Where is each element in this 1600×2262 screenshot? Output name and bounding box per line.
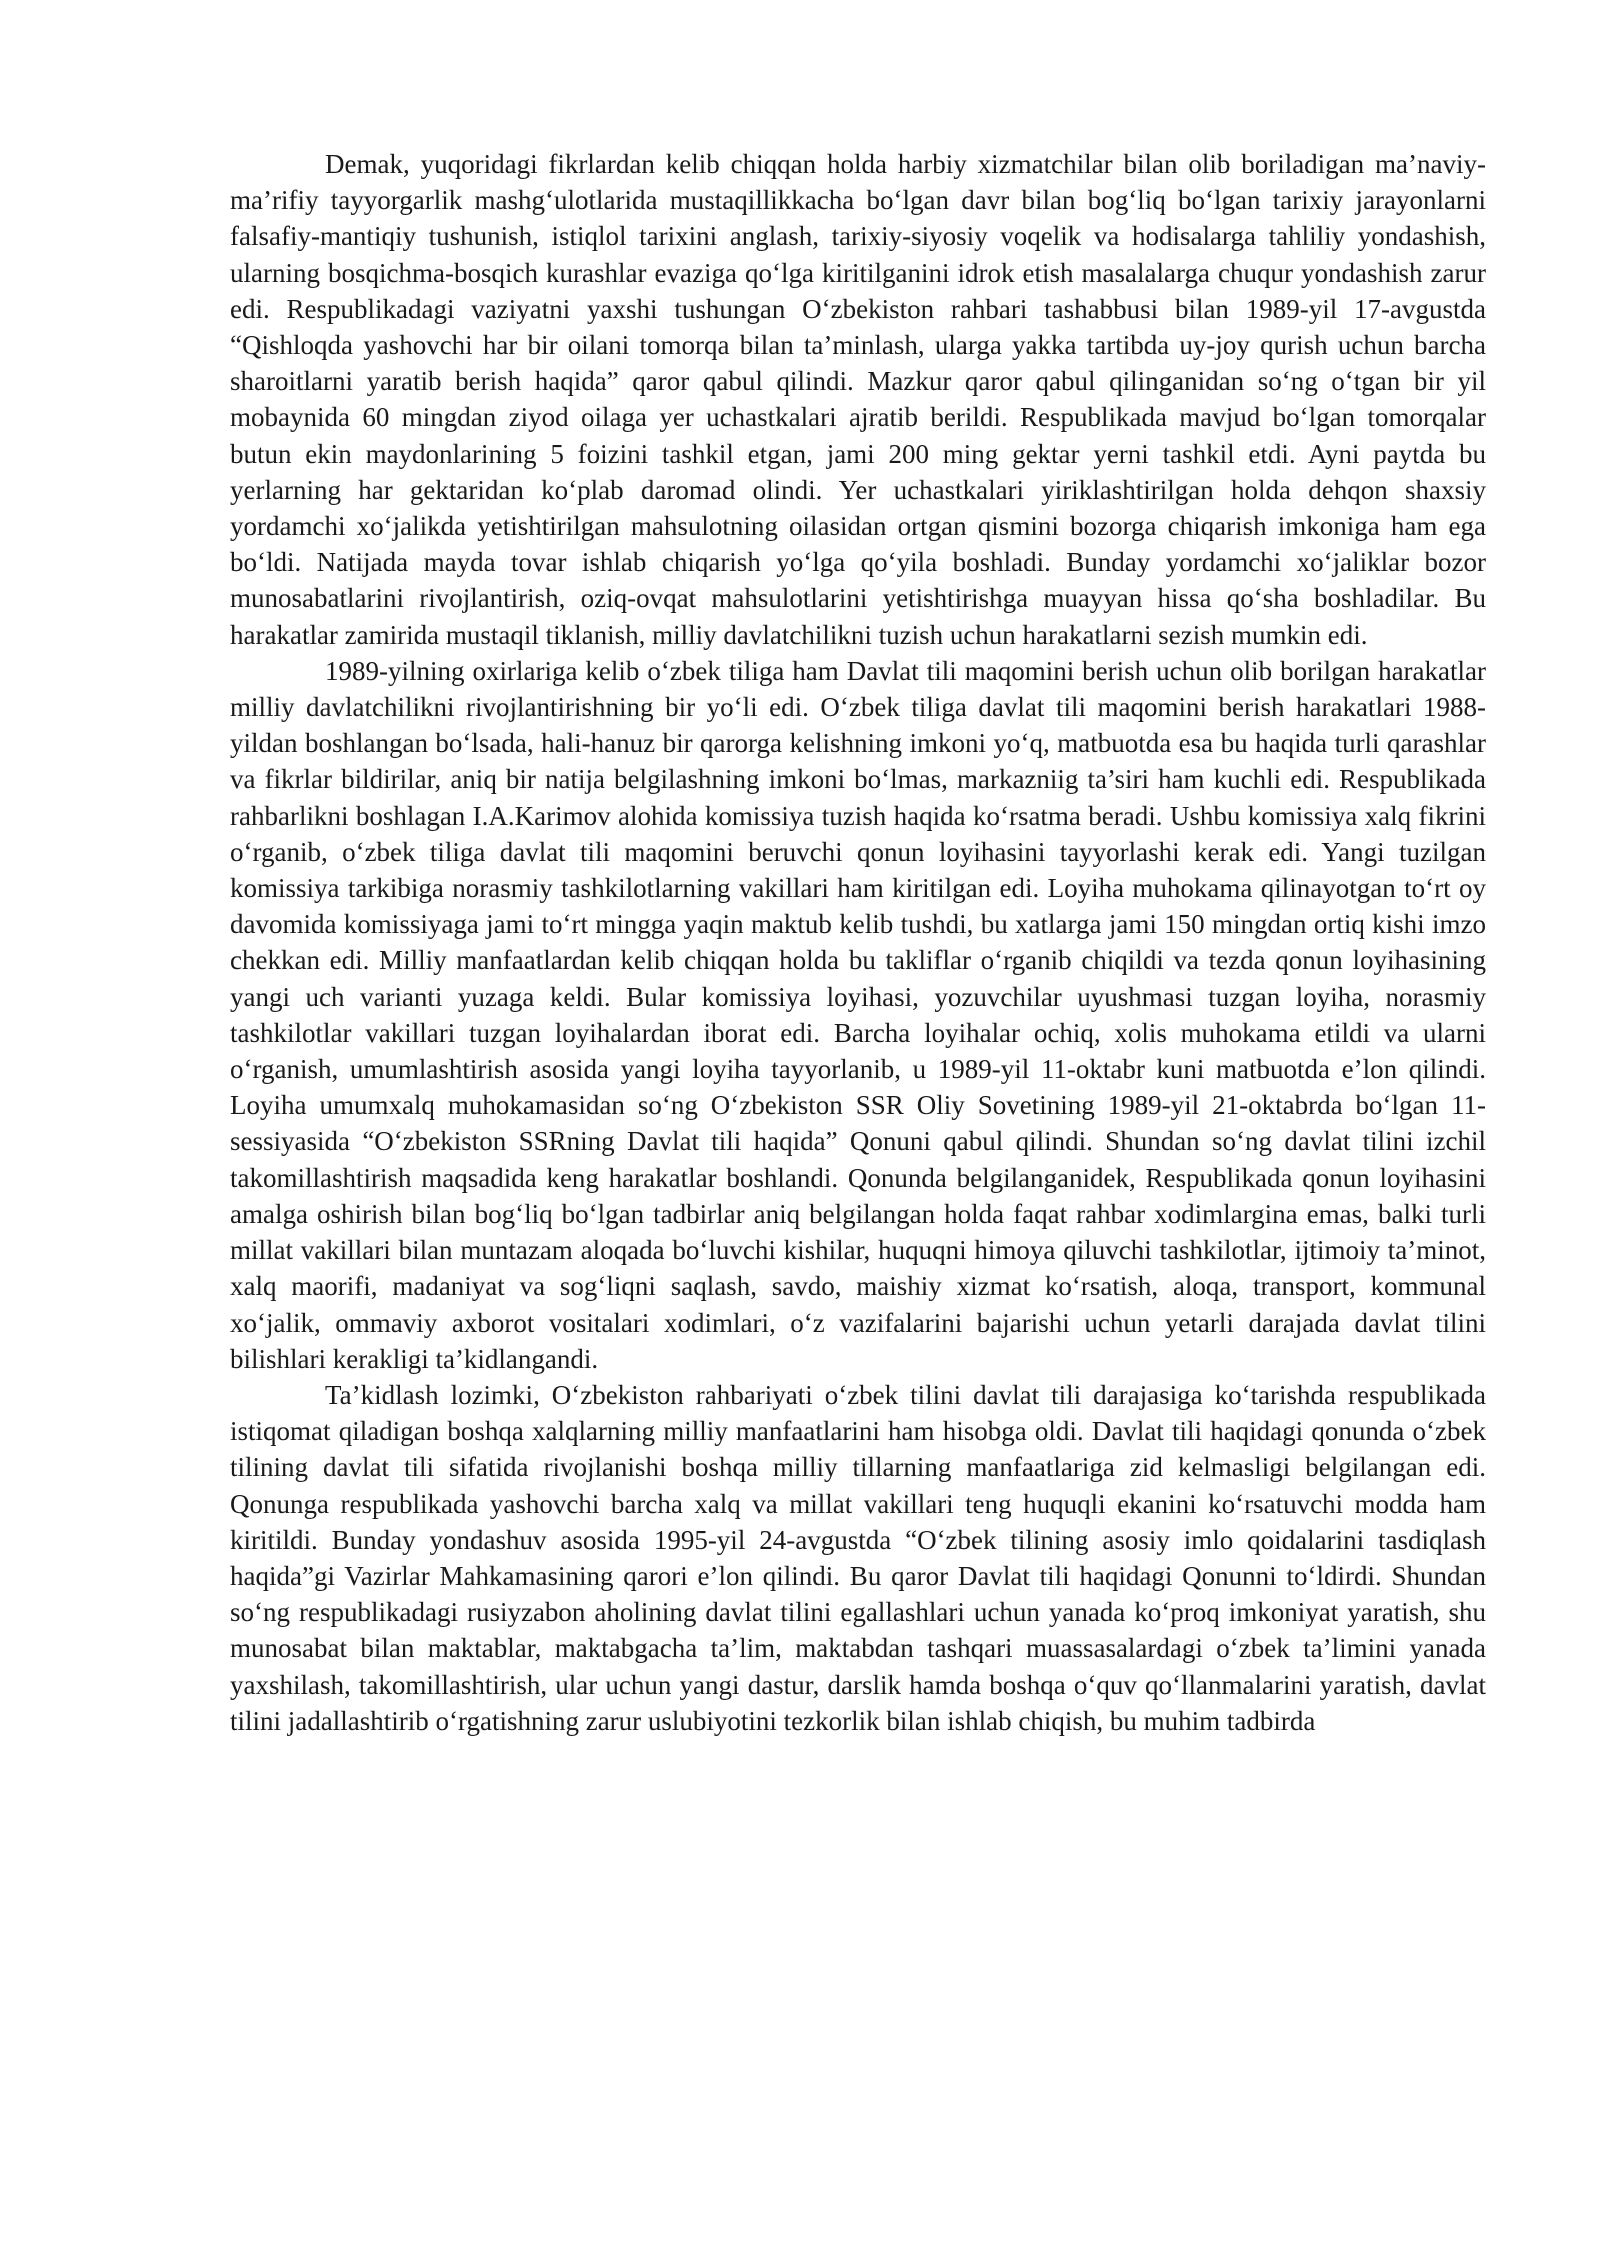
document-body [230, 146, 1486, 1739]
paragraph-2: 1989-yilning oxirlariga kelib o‘zbek tiliga ham Davlat tili maqomini berish uchun olib borilgan harakatlar milliy davlatchilikni rivojlantirishning bir yo‘li edi. O‘zbek tiliga davlat tili maqomini berish harakatlari 1988-yildan boshlangan bo‘lsada, hali-hanuz bir qarorga kelishning imkoni yo‘q, matbuotda esa bu haqida turli qarashlar va fikrlar bildirilar, aniq bir natija belgilashning imkoni bo‘lmas, markazniig ta’siri ham kuchli edi. Respublikada rahbarlikni boshlagan I.A.Karimov alohida komissiya tuzish haqida ko‘rsatma beradi. Ushbu komissiya xalq fikrini o‘rganib, o‘zbek tiliga davlat tili maqomini beruvchi qonun loyihasini tayyorlashi kerak edi. Yangi tuzilgan komissiya tarkibiga norasmiy tashkilotlarning vakillari ham kiritilgan edi. Loyiha muhokama qilinayotgan to‘rt oy davomida komissiyaga jami to‘rt mingga yaqin maktub kelib tushdi, bu xatlarga jami 150 mingdan ortiq kishi imzo chekkan edi. Milliy manfaatlardan kelib chiqqan holda bu takliflar o‘rganib chiqildi va tezda qonun loyihasining yangi uch varianti yuzaga keldi. Bular komissiya loyihasi, yozuvchilar uyushmasi tuzgan loyiha, norasmiy tashkilotlar vakillari tuzgan loyihalardan iborat edi. Barcha loyihalar ochiq, xolis muhokama etildi va ularni o‘rganish, umumlashtirish asosida yangi loyiha tayyorlanib, u 1989-yil 11-oktabr kuni matbuotda e’lon qilindi. Loyiha umumxalq muhokamasidan so‘ng O‘zbekiston SSR Oliy Sovetining 1989-yil 21-oktabrda bo‘lgan 11-sessiyasida “O‘zbekiston SSRning Davlat tili haqida” Qonuni qabul qilindi. Shundan so‘ng davlat tilini izchil takomillashtirish maqsadida keng harakatlar boshlandi. Qonunda belgilanganidek, Respublikada qonun loyihasini amalga oshirish bilan bog‘liq bo‘lgan tadbirlar aniq belgilangan holda faqat rahbar xodimlargina emas, balki turli millat vakillari bilan muntazam aloqada bo‘luvchi kishilar, huquqni himoya qiluvchi tashkilotlar, ijtimoiy ta’minot, xalq maorifi, madaniyat va sog‘liqni saqlash, savdo, maishiy xizmat ko‘rsatish, aloqa, transport, kommunal xo‘jalik, ommaviy axborot vositalari xodimlari, o‘z vazifalarini bajarishi uchun yetarli darajada davlat tilini bilishlari kerakligi ta’kidlangandi. [230, 655, 1486, 1374]
paragraph-3: Ta’kidlash lozimki, O‘zbekiston rahbariyati o‘zbek tilini davlat tili darajasiga ko‘tarishda respublikada istiqomat qiladigan boshqa xalqlarning milliy manfaatlarini ham hisobga oldi. Davlat tili haqidagi qonunda o‘zbek tilining davlat tili sifatida rivojlanishi boshqa milliy tillarning manfaatlariga zid kelmasligi belgilangan edi. Qonunga respublikada yashovchi barcha xalq va millat vakillari teng huquqli ekanini ko‘rsatuvchi modda ham kiritildi. Bunday yondashuv asosida 1995-yil 24-avgustda “O‘zbek tilining asosiy imlo qoidalarini tasdiqlash haqida”gi Vazirlar Mahkamasining qarori e’lon qilindi. Bu qaror Davlat tili haqidagi Qonunni to‘ldirdi. Shundan so‘ng respublikadagi rusiyzabon aholining davlat tilini egallashlari uchun yanada ko‘proq imkoniyat yaratish, shu munosabat bilan maktablar, maktabgacha ta’lim, maktabdan tashqari muassasalardagi o‘zbek ta’limini yanada yaxshilash, takomillashtirish, ular uchun yangi dastur, darslik hamda boshqa o‘quv qo‘llanmalarini yaratish, davlat tilini jadallashtirib o‘rgatishning zarur uslubiyotini tezkorlik bilan ishlab chiqish, bu muhim tadbirda [230, 1379, 1486, 1736]
paragraph-1: Demak, yuqoridagi fikrlardan kelib chiqqan holda harbiy xizmatchilar bilan olib boriladigan ma’naviy-ma’rifiy tayyorgarlik mashg‘ulotlarida mustaqillikkacha bo‘lgan davr bilan bog‘liq bo‘lgan tarixiy jarayonlarni falsafiy-mantiqiy tushunish, istiqlol tarixini anglash, tarixiy-siyosiy voqelik va hodisalarga tahliliy yondashish, ularning bosqichma-bosqich kurashlar evaziga qo‘lga kiritilganini idrok etish masalalarga chuqur yondashish zarur edi. Respublikadagi vaziyatni yaxshi tushungan O‘zbekiston rahbari tashabbusi bilan 1989-yil 17-avgustda “Qishloqda yashovchi har bir oilani tomorqa bilan ta’minlash, ularga yakka tartibda uy-joy qurish uchun barcha sharoitlarni yaratib berish haqida” qaror qabul qilindi. Mazkur qaror qabul qilinganidan so‘ng o‘tgan bir yil mobaynida 60 mingdan ziyod oilaga yer uchastkalari ajratib berildi. Respublikada mavjud bo‘lgan tomorqalar butun ekin maydonlarining 5 foizini tashkil etgan, jami 200 ming gektar yerni tashkil etdi. Ayni paytda bu yerlarning har gektaridan ko‘plab daromad olindi. Yer uchastkalari yiriklashtirilgan holda dehqon shaxsiy yordamchi xo‘jalikda yetishtirilgan mahsulotning oilasidan ortgan qismini bozorga chiqarish imkoniga ham ega bo‘ldi. Natijada mayda tovar ishlab chiqarish yo‘lga qo‘yila boshladi. Bunday yordamchi xo‘jaliklar bozor munosabatlarini rivojlantirish, oziq-ovqat mahsulotlarini yetishtirishga muayyan hissa qo‘sha boshladilar. Bu harakatlar zamirida mustaqil tiklanish, milliy davlatchilikni tuzish uchun harakatlarni sezish mumkin edi. [230, 149, 1486, 650]
